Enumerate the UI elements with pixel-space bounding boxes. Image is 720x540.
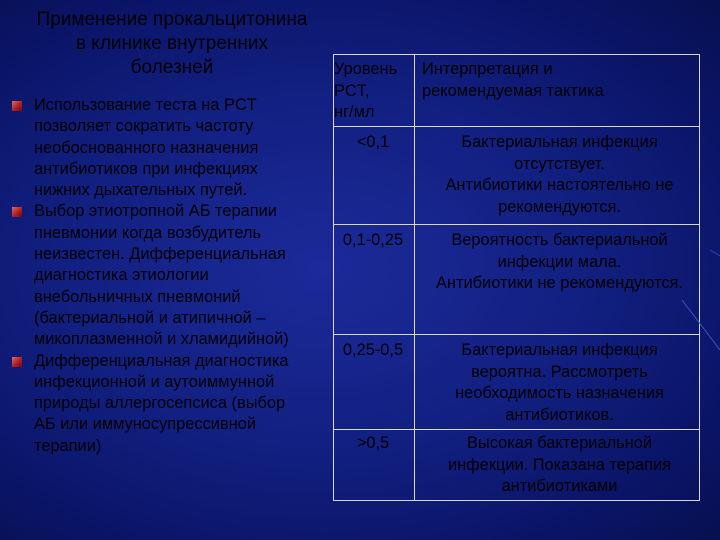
slide-title	[22, 8, 322, 80]
interpretation-cell	[422, 230, 697, 295]
header-level-cell	[333, 59, 414, 124]
interpretation-line: Бактериальная инфекция	[461, 133, 658, 151]
bullet-item	[12, 201, 330, 350]
bullet-line: терапии)	[34, 436, 102, 455]
interpretation-line: рекомендуются.	[498, 197, 621, 216]
bullet-line: (бактериальной и атипичной –	[34, 308, 266, 327]
table-border-bottom	[333, 500, 700, 501]
bullet-item	[12, 95, 330, 201]
bullet-line: неизвестен. Дифференциальная	[34, 245, 286, 264]
table-column-divider	[414, 54, 415, 500]
interpretation-line: Антибиотики настоятельно не	[445, 176, 674, 194]
interpretation-cell	[422, 340, 697, 426]
pct-interpretation-table	[333, 54, 700, 500]
bullet-line: природы аллергосепсиса (выбор	[34, 394, 286, 413]
interpretation-line: антибиотиками	[501, 477, 618, 495]
interpretation-line: Бактериальная инфекция	[461, 341, 658, 359]
bullet-line: диагностика этиологии	[34, 266, 209, 285]
level-cell: >0,5	[356, 434, 390, 452]
interpretation-cell	[422, 132, 697, 218]
interpretation-line: антибиотиков.	[505, 405, 614, 424]
title-line: в клинике внутренних	[75, 33, 269, 54]
title-line: болезней	[130, 57, 214, 78]
interpretation-line: отсутствует.	[514, 154, 605, 173]
bullet-line: пневмонии когда возбудитель	[34, 223, 261, 242]
bullet-list	[12, 95, 330, 457]
level-cell: 0,1-0,25	[342, 231, 404, 249]
interpretation-line: инфекции. Показана терапия	[447, 455, 672, 474]
square-bullet-icon	[12, 357, 22, 367]
table-divider	[333, 429, 700, 430]
header-line: нг/мл	[334, 103, 375, 121]
interpretation-line: Вероятность бактериальной	[451, 231, 668, 249]
header-interpretation-cell	[422, 59, 697, 102]
interpretation-line: необходимость назначения	[455, 384, 664, 402]
bullet-line: Выбор этиотропной АБ терапии	[34, 202, 277, 221]
header-line: Интерпретация и	[422, 60, 553, 78]
level-cell: 0,25-0,5	[342, 341, 404, 359]
bullet-line: позволяет сократить частоту	[34, 117, 254, 136]
interpretation-cell	[422, 433, 697, 498]
interpretation-line: Антибиотики не рекомендуются.	[436, 274, 683, 292]
bullet-line: Дифференциальная диагностика	[34, 351, 289, 370]
bullet-line: антибиотиков при инфекциях	[34, 159, 258, 178]
header-line: Уровень	[334, 60, 398, 78]
table-divider	[333, 126, 700, 127]
level-cell: <0,1	[356, 133, 390, 151]
bullet-line: инфекционной и аутоиммунной	[34, 372, 275, 391]
bullet-line: Использование теста на PCT	[34, 96, 257, 114]
square-bullet-icon	[12, 101, 22, 111]
bullet-line: внебольничных пневмоний	[34, 287, 241, 306]
decorative-line	[710, 250, 720, 256]
header-line: рекомендуемая тактика	[422, 81, 604, 100]
table-divider	[333, 224, 700, 225]
interpretation-line: инфекции мала.	[497, 252, 622, 271]
bullet-line: необоснованного назначения	[34, 138, 259, 157]
interpretation-line: вероятна. Рассмотреть	[471, 362, 648, 381]
square-bullet-icon	[12, 207, 22, 217]
interpretation-line: Высокая бактериальной	[466, 434, 653, 452]
table-border-top	[333, 54, 700, 55]
bullet-line: микоплазменной и хламидийной)	[34, 330, 289, 349]
header-line: PCT,	[334, 81, 370, 100]
bullet-line: нижних дыхательных путей.	[34, 181, 248, 200]
table-divider	[333, 334, 700, 335]
bullet-item	[12, 351, 330, 457]
title-line: Применение прокальцитонина	[36, 9, 308, 30]
bullet-line: АБ или иммуносупрессивной	[34, 415, 256, 434]
table-border-right	[699, 54, 700, 500]
